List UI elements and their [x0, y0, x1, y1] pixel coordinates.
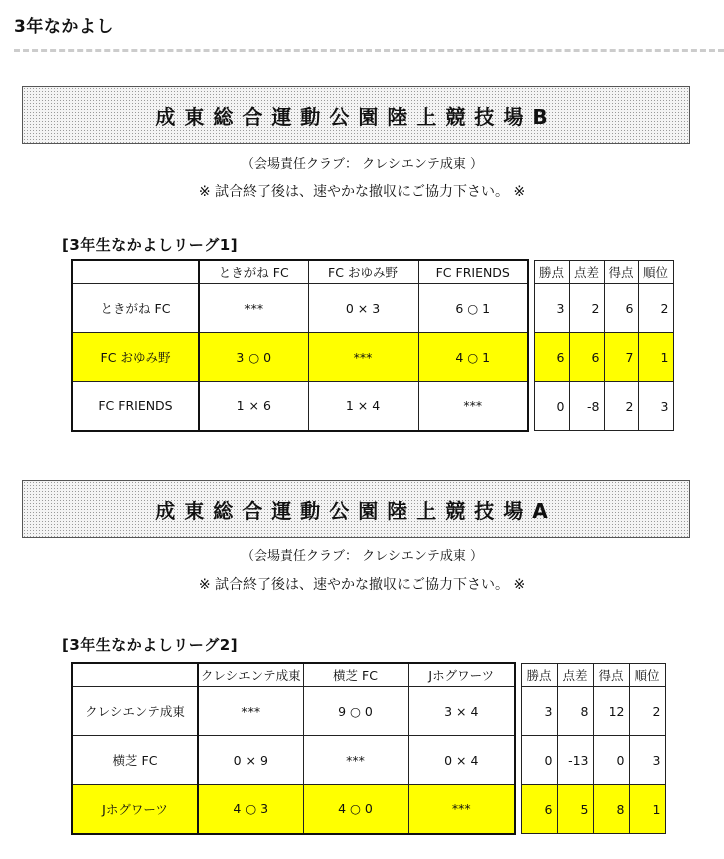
result-cell: 4 ○ 1	[418, 333, 528, 382]
table-row	[72, 687, 665, 736]
column-header: Jホグワーツ	[408, 663, 515, 687]
stat-header: 点差	[557, 663, 593, 687]
stat-cell: 3	[629, 736, 665, 785]
column-header: FC おゆみ野	[308, 260, 418, 284]
table-row	[72, 736, 665, 785]
league-table-2	[71, 662, 666, 835]
stat-cell: 3	[534, 284, 569, 333]
stat-header: 得点	[593, 663, 629, 687]
result-cell: 3 ○ 0	[199, 333, 308, 382]
row-team: FC おゆみ野	[72, 333, 199, 382]
result-cell: ***	[198, 687, 303, 736]
result-cell: 6 ○ 1	[418, 284, 528, 333]
row-team: 横芝 FC	[72, 736, 198, 785]
row-team: FC FRIENDS	[72, 382, 199, 431]
result-cell: 0 × 3	[308, 284, 418, 333]
column-header: クレシエンテ成東	[198, 663, 303, 687]
stat-header: 順位	[638, 260, 673, 284]
table-row	[72, 382, 673, 431]
result-cell: ***	[408, 785, 515, 834]
stat-cell: 6	[521, 785, 557, 834]
result-cell: ***	[199, 284, 308, 333]
result-cell: ***	[418, 382, 528, 431]
result-cell: 4 ○ 3	[198, 785, 303, 834]
stat-cell: 1	[629, 785, 665, 834]
result-cell: 0 × 4	[408, 736, 515, 785]
venue-responsible: （会場責任クラブ： クレシエンテ成東 ）	[241, 157, 483, 172]
stat-cell: -13	[557, 736, 593, 785]
stat-cell: 3	[521, 687, 557, 736]
result-cell: 1 × 6	[199, 382, 308, 431]
result-cell: ***	[303, 736, 408, 785]
stat-cell: 5	[557, 785, 593, 834]
stat-cell: 6	[569, 333, 604, 382]
result-cell: 9 ○ 0	[303, 687, 408, 736]
league-title: [3年生なかよしリーグ1]	[62, 236, 239, 254]
row-team: クレシエンテ成東	[72, 687, 198, 736]
table-row	[72, 284, 673, 333]
stat-cell: 0	[521, 736, 557, 785]
result-cell: 4 ○ 0	[303, 785, 408, 834]
venue-title: 成東総合運動公園陸上競技場B	[155, 104, 557, 129]
venue-note: ※ 試合終了後は、速やかな撤収にご協力下さい。 ※	[198, 184, 526, 200]
stat-header: 点差	[569, 260, 604, 284]
row-team: ときがね FC	[72, 284, 199, 333]
stat-cell: 0	[593, 736, 629, 785]
stat-cell: 6	[534, 333, 569, 382]
divider	[14, 49, 724, 52]
stat-cell: 2	[629, 687, 665, 736]
table-row	[72, 333, 673, 382]
league-title: [3年生なかよしリーグ2]	[62, 636, 239, 654]
result-cell: 3 × 4	[408, 687, 515, 736]
table-header-row	[72, 663, 665, 687]
row-team: Jホグワーツ	[72, 785, 198, 834]
stat-cell: 6	[604, 284, 638, 333]
stat-header: 勝点	[534, 260, 569, 284]
venue-note: ※ 試合終了後は、速やかな撤収にご協力下さい。 ※	[198, 577, 526, 593]
stat-cell: 8	[557, 687, 593, 736]
stat-cell: 1	[638, 333, 673, 382]
stat-cell: 2	[604, 382, 638, 431]
column-header: ときがね FC	[199, 260, 308, 284]
venue-title: 成東総合運動公園陸上競技場A	[155, 498, 557, 523]
column-header: FC FRIENDS	[418, 260, 528, 284]
stat-cell: 8	[593, 785, 629, 834]
stat-header: 勝点	[521, 663, 557, 687]
corner-cell	[72, 260, 199, 284]
venue-banner-a	[22, 480, 690, 538]
venue-banner-b	[22, 86, 690, 144]
stat-cell: 0	[534, 382, 569, 431]
column-header: 横芝 FC	[303, 663, 408, 687]
stat-cell: 7	[604, 333, 638, 382]
venue-responsible: （会場責任クラブ： クレシエンテ成東 ）	[241, 549, 483, 564]
table-header-row	[72, 260, 673, 284]
stat-cell: -8	[569, 382, 604, 431]
table-row	[72, 785, 665, 834]
stat-cell: 2	[638, 284, 673, 333]
corner-cell	[72, 663, 198, 687]
stat-cell: 2	[569, 284, 604, 333]
result-cell: 0 × 9	[198, 736, 303, 785]
page-title: 3年なかよし	[14, 17, 114, 37]
stat-header: 得点	[604, 260, 638, 284]
stat-cell: 3	[638, 382, 673, 431]
stat-header: 順位	[629, 663, 665, 687]
league-table-1	[71, 259, 674, 432]
result-cell: 1 × 4	[308, 382, 418, 431]
stat-cell: 12	[593, 687, 629, 736]
result-cell: ***	[308, 333, 418, 382]
